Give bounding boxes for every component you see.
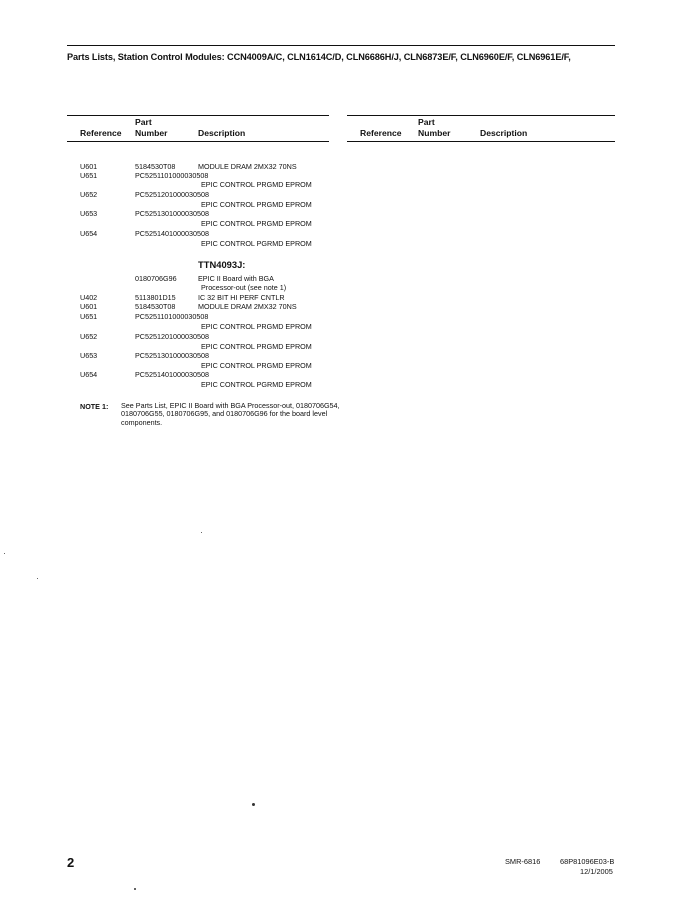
row-description: EPIC CONTROL PRGMD EPROM bbox=[201, 361, 312, 370]
row-reference: U402 bbox=[80, 293, 98, 302]
row-part-number: 5184530T08 bbox=[135, 162, 176, 171]
row-description: EPIC CONTROL PRGMD EPROM bbox=[201, 342, 312, 351]
row-reference: U654 bbox=[80, 370, 98, 379]
row-part-number: PC5251201000030508 bbox=[135, 332, 209, 341]
footer-code: 68P81096E03-B bbox=[560, 857, 615, 866]
right-col-description: Description bbox=[480, 128, 528, 138]
footer-doc-id: SMR-6816 bbox=[505, 857, 541, 866]
scan-speck bbox=[4, 553, 5, 554]
left-table-top-rule bbox=[67, 115, 329, 116]
note-label: NOTE 1: bbox=[80, 402, 109, 411]
left-col-description: Description bbox=[198, 128, 246, 138]
row-description: Processor-out (see note 1) bbox=[201, 283, 287, 292]
row-reference: U652 bbox=[80, 190, 98, 199]
row-part-number: PC5251101000030508 bbox=[135, 171, 209, 180]
row-description: MODULE DRAM 2MX32 70NS bbox=[198, 162, 297, 171]
scan-speck bbox=[134, 888, 136, 890]
row-part-number: 5184530T08 bbox=[135, 302, 176, 311]
right-table-top-rule bbox=[347, 115, 615, 116]
row-reference: U651 bbox=[80, 171, 98, 180]
row-description: EPIC CONTROL PGRMD EPROM bbox=[201, 239, 312, 248]
footer-date: 12/1/2005 bbox=[580, 867, 613, 876]
header-rule bbox=[67, 45, 615, 46]
row-reference: U653 bbox=[80, 209, 98, 218]
row-description: MODULE DRAM 2MX32 70NS bbox=[198, 302, 297, 311]
left-table-header-rule bbox=[67, 141, 329, 142]
left-col-reference: Reference bbox=[80, 128, 122, 138]
scan-speck bbox=[252, 803, 255, 806]
left-col-part-line2: Number bbox=[135, 128, 168, 138]
left-col-part-line1: Part bbox=[135, 117, 152, 127]
page-number: 2 bbox=[67, 855, 75, 870]
row-part-number: PC5251301000030508 bbox=[135, 209, 209, 218]
row-reference: U652 bbox=[80, 332, 98, 341]
right-table-header-rule bbox=[347, 141, 615, 142]
row-part-number: PC5251401000030508 bbox=[135, 229, 209, 238]
row-description: IC 32 BIT HI PERF CNTLR bbox=[198, 293, 285, 302]
row-description: EPIC II Board with BGA bbox=[198, 274, 274, 283]
row-part-number: PC5251201000030508 bbox=[135, 190, 209, 199]
row-part-number: PC5251301000030508 bbox=[135, 351, 209, 360]
row-reference: U654 bbox=[80, 229, 98, 238]
row-part-number: 5113801D15 bbox=[135, 293, 176, 302]
row-reference: U601 bbox=[80, 162, 98, 171]
scan-speck bbox=[37, 578, 38, 579]
right-col-reference: Reference bbox=[360, 128, 402, 138]
section-title: TTN4093J: bbox=[198, 259, 246, 270]
row-description: EPIC CONTROL PRGMD EPROM bbox=[201, 200, 312, 209]
row-part-number: 0180706G96 bbox=[135, 274, 177, 283]
row-reference: U653 bbox=[80, 351, 98, 360]
row-part-number: PC5251101000030508 bbox=[135, 312, 209, 321]
right-col-part-line1: Part bbox=[418, 117, 435, 127]
row-part-number: PC5251401000030508 bbox=[135, 370, 209, 379]
row-description: EPIC CONTROL PRGMD EPROM bbox=[201, 322, 312, 331]
row-description: EPIC CONTROL PRGMD EPROM bbox=[201, 219, 312, 228]
row-description: EPIC CONTROL PGRMD EPROM bbox=[201, 380, 312, 389]
note-text: See Parts List, EPIC II Board with BGA Processor-out, 0180706G54, 0180706G55, 0180706G95, and 0180706G96 for the board level components. bbox=[121, 401, 340, 427]
page-header-title: Parts Lists, Station Control Modules: CCN4009A/C, CLN1614C/D, CLN6686H/J, CLN6873E/F, CLN6960E/F, CLN6961E/F, bbox=[67, 52, 571, 62]
scan-speck bbox=[201, 532, 202, 533]
row-description: EPIC CONTROL PRGMD EPROM bbox=[201, 180, 312, 189]
row-reference: U651 bbox=[80, 312, 98, 321]
right-col-part-line2: Number bbox=[418, 128, 451, 138]
row-reference: U601 bbox=[80, 302, 98, 311]
